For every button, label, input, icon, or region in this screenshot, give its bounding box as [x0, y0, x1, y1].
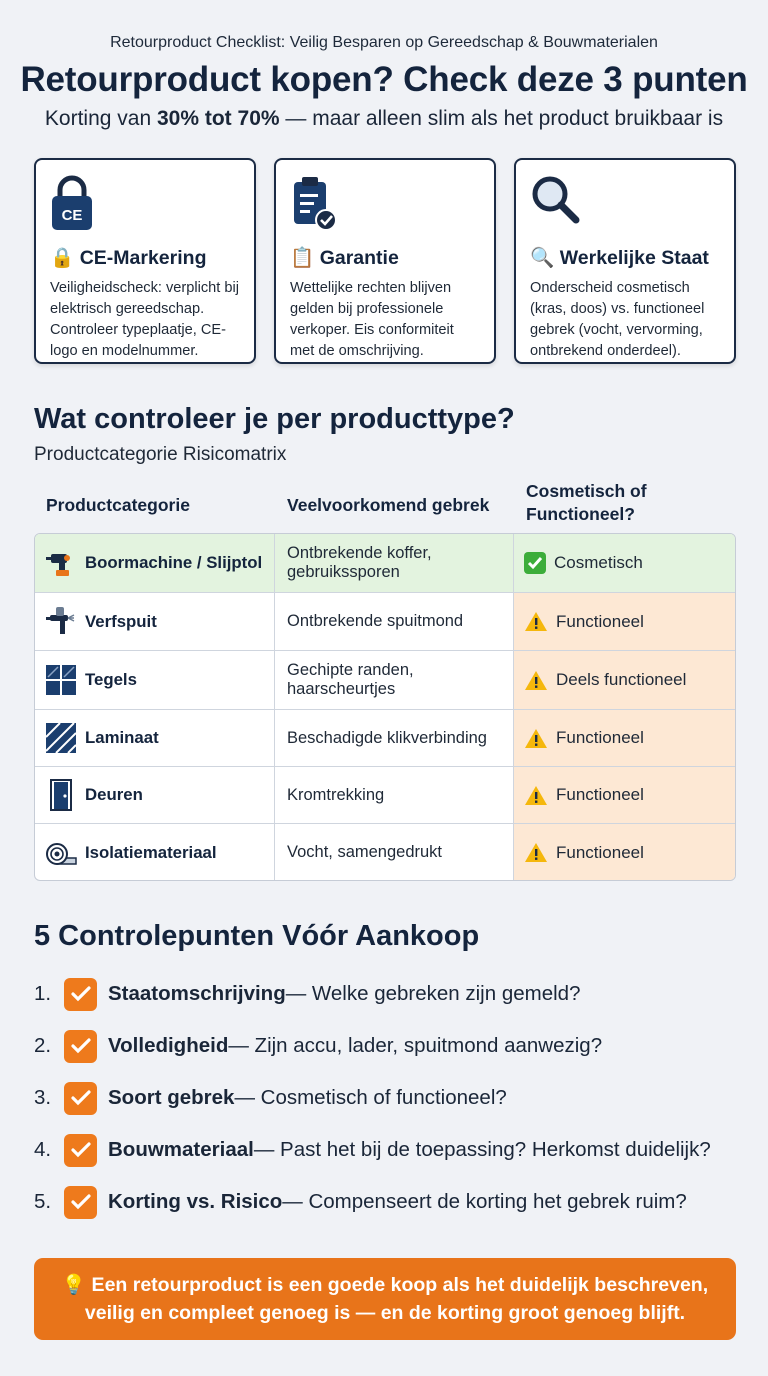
checklist-item-text: — Zijn accu, lader, spuitmond aanwezig?	[228, 1034, 603, 1057]
defect-cell: Gechipte randen, haarscheurtjes	[275, 651, 514, 709]
status-label: Functioneel	[556, 785, 644, 804]
status-cell	[514, 651, 735, 709]
status-label: Functioneel	[556, 611, 644, 631]
matrix-subtitle: Productcategorie Risicomatrix	[34, 444, 287, 465]
warning-icon	[524, 785, 548, 806]
checklist-item-text: — Welke gebreken zijn gemeld?	[285, 982, 581, 1005]
subtitle-post: — maar alleen slim als het product bruikbaar is	[279, 107, 724, 130]
padlock-ce-icon	[50, 174, 240, 232]
column-header-type: Cosmetisch of Functioneel?	[526, 481, 647, 524]
status-cell	[514, 593, 735, 650]
card-body: Veiligheidscheck: verplicht bij elektrisch gereedschap. Controleer typeplaatje, CE-logo en modelnummer.	[50, 280, 240, 359]
category-cell	[35, 651, 275, 709]
status-cell	[514, 710, 735, 766]
magnifier-emoji-icon: 🔍	[530, 247, 555, 269]
padlock-emoji-icon: 🔒	[50, 247, 75, 269]
checklist-item	[34, 1081, 507, 1115]
table-row	[35, 651, 735, 710]
card-title-text: Werkelijke Staat	[559, 247, 709, 269]
svg-text:CE: CE	[61, 207, 83, 224]
checklist-title: 5 Controlepunten Vóór Aankoop	[34, 920, 480, 952]
subtitle-pre: Korting van	[44, 107, 157, 130]
status-cell	[514, 767, 735, 823]
category-name: Deuren	[85, 785, 143, 804]
category-cell	[35, 534, 275, 592]
card-title-text: CE-Markering	[79, 247, 207, 269]
defect-cell: Beschadigde klikverbinding	[275, 710, 514, 766]
tiles-icon	[45, 664, 77, 696]
checkbox-checked-icon	[64, 978, 97, 1011]
warning-icon	[524, 670, 548, 691]
defect-cell: Ontbrekende spuitmond	[275, 593, 514, 650]
card-body: Onderscheid cosmetisch (kras, doos) vs. functioneel gebrek (vocht, vervorming, ontbrekend onderdeel).	[530, 280, 705, 359]
check-mark-icon	[524, 552, 546, 574]
category-cell	[35, 767, 275, 823]
checklist-number: 2.	[34, 1034, 52, 1057]
table-row	[35, 534, 735, 593]
checklist-item-bold: Volledigheid	[108, 1034, 229, 1057]
status-label: Cosmetisch	[554, 553, 643, 572]
category-name: Tegels	[85, 670, 137, 689]
status-label: Functioneel	[556, 842, 644, 862]
checklist-item	[34, 977, 580, 1011]
card-title	[290, 246, 480, 270]
card-body: Wettelijke rechten blijven gelden bij professionele verkoper. Eis conformiteit met de omschrijving.	[290, 280, 454, 359]
checklist-number: 5.	[34, 1190, 52, 1213]
category-cell	[35, 593, 275, 650]
card-actual-condition	[514, 158, 736, 364]
checklist-item-bold: Soort gebrek	[108, 1086, 235, 1109]
checklist-item-text: — Cosmetisch of functioneel?	[234, 1086, 507, 1109]
magnifier-icon	[530, 174, 720, 232]
checklist-item	[34, 1133, 711, 1167]
status-label: Deels functioneel	[556, 670, 687, 689]
drill-icon	[45, 547, 77, 579]
card-title-text: Garantie	[319, 247, 399, 269]
checklist-item	[34, 1029, 602, 1063]
matrix-title: Wat controleer je per producttype?	[34, 403, 515, 435]
checklist-number: 1.	[34, 982, 52, 1005]
subtitle-discount: 30% tot 70%	[157, 107, 280, 130]
checkbox-checked-icon	[64, 1082, 97, 1115]
defect-cell: Vocht, samengedrukt	[275, 824, 514, 881]
supertitle: Retourproduct Checklist: Veilig Besparen op Gereedschap & Bouwmaterialen	[110, 34, 658, 51]
checkbox-checked-icon	[64, 1030, 97, 1063]
category-name: Verfspuit	[85, 611, 157, 631]
category-name: Isolatiemateriaal	[85, 842, 217, 862]
conclusion-banner	[34, 1258, 736, 1340]
checklist-item-bold: Bouwmateriaal	[108, 1138, 254, 1161]
page-title: Retourproduct kopen? Check deze 3 punten	[20, 60, 748, 99]
checkbox-checked-icon	[64, 1186, 97, 1219]
card-ce-marking	[34, 158, 256, 364]
subtitle	[0, 107, 768, 131]
checklist-item-bold: Korting vs. Risico	[108, 1190, 283, 1213]
table-row	[35, 824, 735, 881]
category-cell	[35, 824, 275, 881]
checklist-number: 3.	[34, 1086, 52, 1109]
status-cell	[514, 534, 735, 592]
risk-matrix-table	[34, 533, 736, 881]
defect-cell: Kromtrekking	[275, 767, 514, 823]
warning-icon	[524, 842, 548, 863]
card-title	[530, 246, 720, 270]
card-title	[50, 246, 240, 270]
table-row	[35, 710, 735, 767]
insulation-roll-icon	[45, 837, 77, 869]
category-name: Laminaat	[85, 728, 159, 747]
checkbox-checked-icon	[64, 1134, 97, 1167]
warning-icon	[524, 611, 548, 632]
defect-cell: Ontbrekende koffer, gebruikssporen	[275, 534, 514, 592]
laminate-icon	[45, 722, 77, 754]
lightbulb-icon: 💡	[61, 1274, 87, 1296]
status-label: Functioneel	[556, 728, 644, 747]
column-header-defect: Veelvoorkomend gebrek	[287, 495, 490, 515]
clipboard-check-icon	[290, 174, 480, 232]
category-cell	[35, 710, 275, 766]
checklist-item-bold: Staatomschrijving	[108, 982, 286, 1005]
column-header-category: Productcategorie	[46, 495, 190, 515]
clipboard-emoji-icon: 📋	[290, 247, 315, 269]
card-guarantee	[274, 158, 496, 364]
door-icon	[45, 779, 77, 811]
category-name: Boormachine / Slijptol	[85, 553, 263, 572]
banner-line-1	[34, 1271, 736, 1299]
status-cell	[514, 824, 735, 881]
checklist-item	[34, 1185, 687, 1219]
banner-line-2: veilig en compleet genoeg is — en de korting groot genoeg blijft.	[84, 1302, 686, 1324]
checklist-number: 4.	[34, 1138, 52, 1161]
table-row	[35, 767, 735, 824]
checklist-item-text: — Compenseert de korting het gebrek ruim?	[282, 1190, 687, 1213]
checklist-item-text: — Past het bij de toepassing? Herkomst duidelijk?	[253, 1138, 711, 1161]
banner-text-1: Een retourproduct is een goede koop als het duidelijk beschreven,	[86, 1274, 709, 1296]
table-row	[35, 593, 735, 651]
warning-icon	[524, 728, 548, 749]
spray-gun-icon	[45, 606, 77, 638]
